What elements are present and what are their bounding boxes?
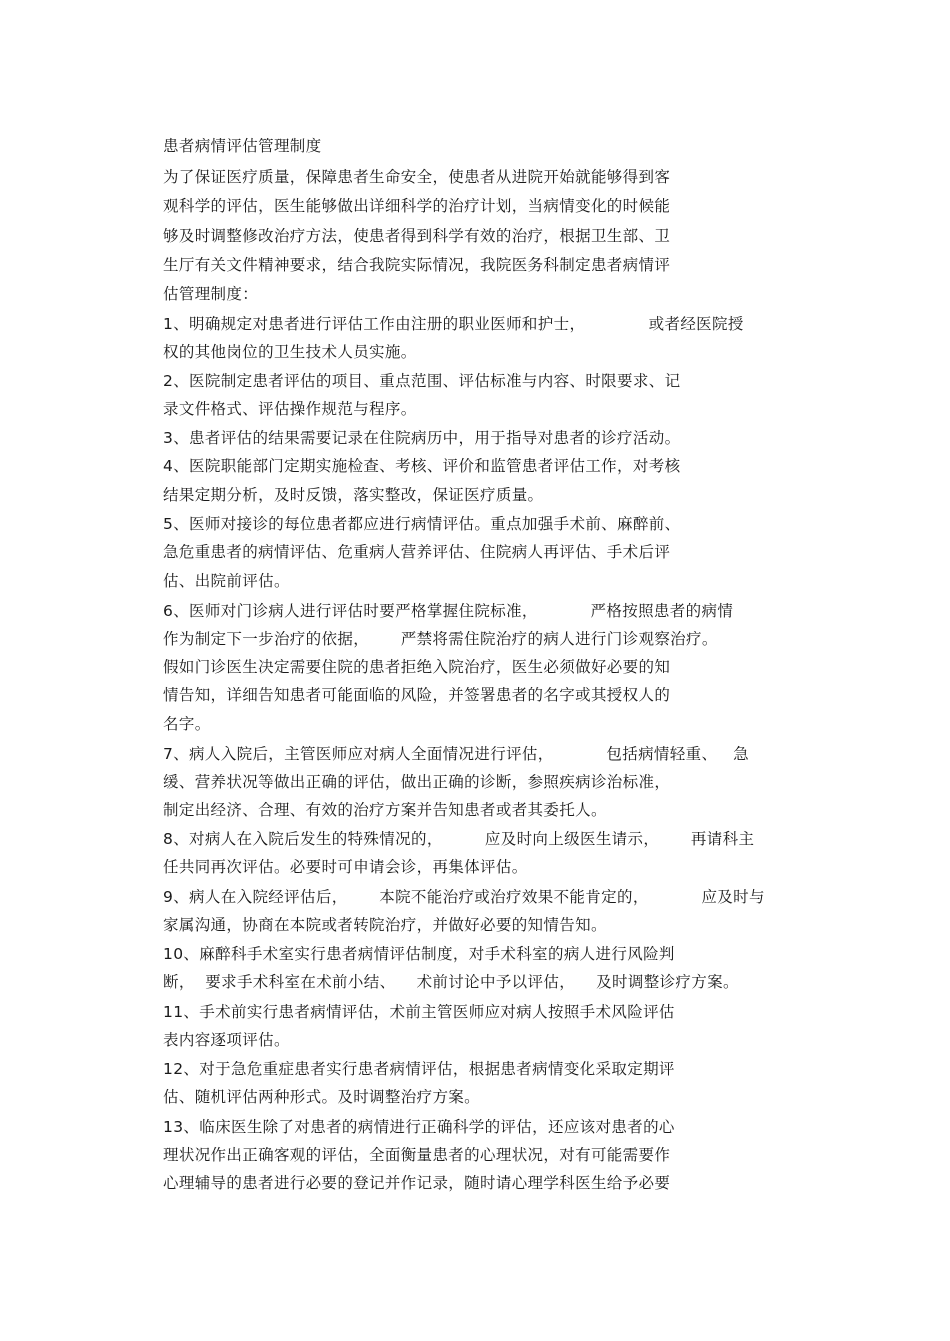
clause-line: 权的其他岗位的卫生技术人员实施。 xyxy=(163,343,417,361)
clause-line: 10、麻醉科手术室实行患者病情评估制度，对手术科室的病人进行风险判 xyxy=(163,945,675,963)
clause-line: 断， 要求手术科室在术前小结、 术前讨论中予以评估， 及时调整诊疗方案。 xyxy=(163,973,739,991)
clause-line: 12、对于急危重症患者实行患者病情评估，根据患者病情变化采取定期评 xyxy=(163,1060,675,1078)
clause-line: 2、医院制定患者评估的项目、重点范围、评估标准与内容、时限要求、记 xyxy=(163,372,681,390)
clause-line: 结果定期分析，及时反馈，落实整改，保证医疗质量。 xyxy=(163,486,544,504)
clause-line: 8、对病人在入院后发生的特殊情况的， 应及时向上级医生请示， 再请科主 xyxy=(163,830,755,848)
clause-line: 估、随机评估两种形式。及时调整治疗方案。 xyxy=(163,1088,481,1106)
clause-line: 7、病人入院后，主管医师应对病人全面情况进行评估， 包括病情轻重、 急 xyxy=(163,745,750,763)
clause-line: 录文件格式、评估操作规范与程序。 xyxy=(163,400,417,418)
clause-line: 任共同再次评估。必要时可申请会诊，再集体评估。 xyxy=(163,858,528,876)
intro-line: 估管理制度： xyxy=(163,285,259,303)
clause-line: 表内容逐项评估。 xyxy=(163,1031,290,1049)
clause-line: 家属沟通，协商在本院或者转院治疗，并做好必要的知情告知。 xyxy=(163,916,607,934)
intro-line: 观科学的评估，医生能够做出详细科学的治疗计划，当病情变化的时候能 xyxy=(163,197,671,215)
clause-line: 3、患者评估的结果需要记录在住院病历中，用于指导对患者的诊疗活动。 xyxy=(163,429,681,447)
page-title: 患者病情评估管理制度 xyxy=(163,137,322,155)
intro-line: 生厅有关文件精神要求，结合我院实际情况，我院医务科制定患者病情评 xyxy=(163,256,671,274)
clause-line: 假如门诊医生决定需要住院的患者拒绝入院治疗，医生必须做好必要的知 xyxy=(163,658,671,676)
clause-line: 名字。 xyxy=(163,715,211,733)
clause-line: 理状况作出正确客观的评估，全面衡量患者的心理状况，对有可能需要作 xyxy=(163,1146,671,1164)
clause-line: 缓、营养状况等做出正确的评估，做出正确的诊断，参照疾病诊治标准， xyxy=(163,773,671,791)
clause-line: 心理辅导的患者进行必要的登记并作记录，随时请心理学科医生给予必要 xyxy=(163,1174,671,1192)
clause-line: 9、病人在入院经评估后， 本院不能治疗或治疗效果不能肯定的， 应及时与 xyxy=(163,888,765,906)
clause-line: 11、手术前实行患者病情评估，术前主管医师应对病人按照手术风险评估 xyxy=(163,1003,675,1021)
clause-line: 制定出经济、合理、有效的治疗方案并告知患者或者其委托人。 xyxy=(163,801,607,819)
clause-line: 作为制定下一步治疗的依据， 严禁将需住院治疗的病人进行门诊观察治疗。 xyxy=(163,630,718,648)
clause-line: 4、医院职能部门定期实施检查、考核、评价和监管患者评估工作，对考核 xyxy=(163,457,681,475)
clause-line: 1、明确规定对患者进行评估工作由注册的职业医师和护士， 或者经医院授 xyxy=(163,315,744,333)
clause-line: 5、医师对接诊的每位患者都应进行病情评估。重点加强手术前、麻醉前、 xyxy=(163,515,681,533)
intro-line: 够及时调整修改治疗方法，使患者得到科学有效的治疗，根据卫生部、卫 xyxy=(163,227,671,245)
clause-line: 急危重患者的病情评估、危重病人营养评估、住院病人再评估、手术后评 xyxy=(163,543,671,561)
clause-line: 6、医师对门诊病人进行评估时要严格掌握住院标准， 严格按照患者的病情 xyxy=(163,602,734,620)
clause-line: 13、临床医生除了对患者的病情进行正确科学的评估，还应该对患者的心 xyxy=(163,1118,675,1136)
clause-line: 情告知，详细告知患者可能面临的风险，并签署患者的名字或其授权人的 xyxy=(163,686,671,704)
clause-line: 估、出院前评估。 xyxy=(163,572,290,590)
intro-line: 为了保证医疗质量，保障患者生命安全，使患者从进院开始就能够得到客 xyxy=(163,168,671,186)
